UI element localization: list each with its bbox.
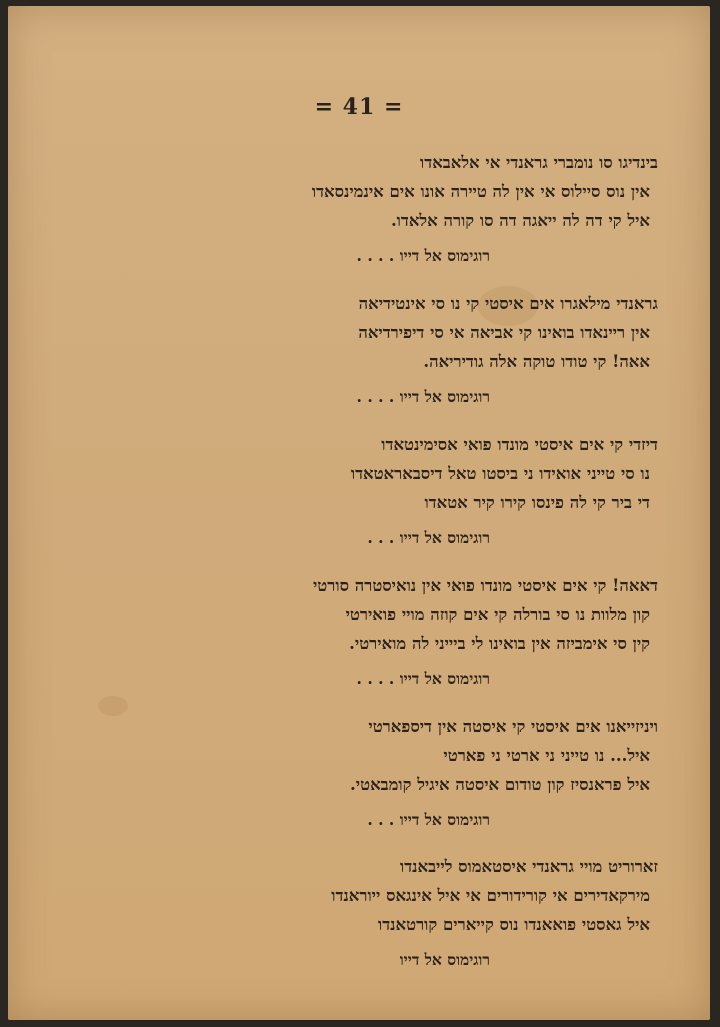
stanza-line: זארוריט מויי גראנדי איסטאמוס לייבאנדו bbox=[399, 857, 658, 876]
stanza-2 bbox=[158, 289, 658, 411]
refrain-line: רוגימוס אל דייו bbox=[399, 950, 490, 969]
refrain-line: רוגימוס אל דייו . . . bbox=[367, 528, 490, 547]
stanza-line: דיזדי קי אים איסטי מונדו פואי אסימינטאדו bbox=[381, 435, 658, 454]
page-number: = 41 = bbox=[314, 94, 404, 120]
stanza-3 bbox=[158, 430, 658, 552]
stanza-line: קין סי אימביזה אין בואינו לי ביייני לה מואירטי. bbox=[349, 634, 650, 653]
stanza-line: אין נוס סיילוס אי אין לה טיירה אונו אים אינמינסאדו bbox=[311, 182, 650, 201]
paper-stain bbox=[98, 696, 128, 716]
stanza-1 bbox=[158, 148, 658, 270]
stanza-line: אין ריינאדו בואינו קי אביאה אי סי דיפירדיאה bbox=[358, 323, 650, 342]
refrain-line: רוגימוס אל דייו . . . . bbox=[356, 387, 490, 406]
book-page bbox=[8, 6, 710, 1020]
refrain-line: רוגימוס אל דייו . . . . bbox=[356, 669, 490, 688]
refrain-line: רוגימוס אל דייו . . . . bbox=[356, 246, 490, 265]
stanza-line: ויניזייאנו אים איסטי קי איסטה אין דיספארטי bbox=[368, 717, 658, 736]
stanza-line: מירקאדירים אי קורידורים אי איל אינגאס ייוראנדו bbox=[331, 886, 650, 905]
stanza-line: נו סי טייני אואידו ני ביסטו טאל דיסבאראטאדו bbox=[350, 464, 650, 483]
stanza-line: גראנדי מילאגרו אים איסטי קי נו סי אינטידיאה bbox=[358, 294, 658, 313]
stanza-5 bbox=[158, 712, 658, 834]
stanza-6 bbox=[158, 852, 658, 974]
stanza-line: איל קי דה לה ייאגה דה סו קורה אלאדו. bbox=[390, 211, 650, 230]
stanza-line: בינדיגו סו נומברי גראנדי אי אלאבאדו bbox=[420, 153, 658, 172]
stanza-line: איל... נו טייני ני ארטי ני פארטי bbox=[443, 746, 650, 765]
stanza-line: איל גאסטי פואאנדו נוס קייארים קורטאנדו bbox=[377, 915, 650, 934]
stanza-line: אאה! קי טודו טוקה אלה גודיריאה. bbox=[423, 352, 650, 371]
refrain-line: רוגימוס אל דייו . . . bbox=[367, 810, 490, 829]
stanza-line: דאאה! קי אים איסטי מונדו פואי אין נואיסטרה סורטי bbox=[312, 576, 658, 595]
stanza-4 bbox=[158, 571, 658, 693]
stanza-line: קון מלוות נו סי בורלה קי אים קוזה מויי פואירטי bbox=[345, 605, 650, 624]
stanza-line: איל פראנסיז קון טודום איסטה איגיל קומבאטי. bbox=[350, 775, 650, 794]
stanza-line: די ביר קי לה פינסו קירו קיר אטאדו bbox=[424, 493, 650, 512]
